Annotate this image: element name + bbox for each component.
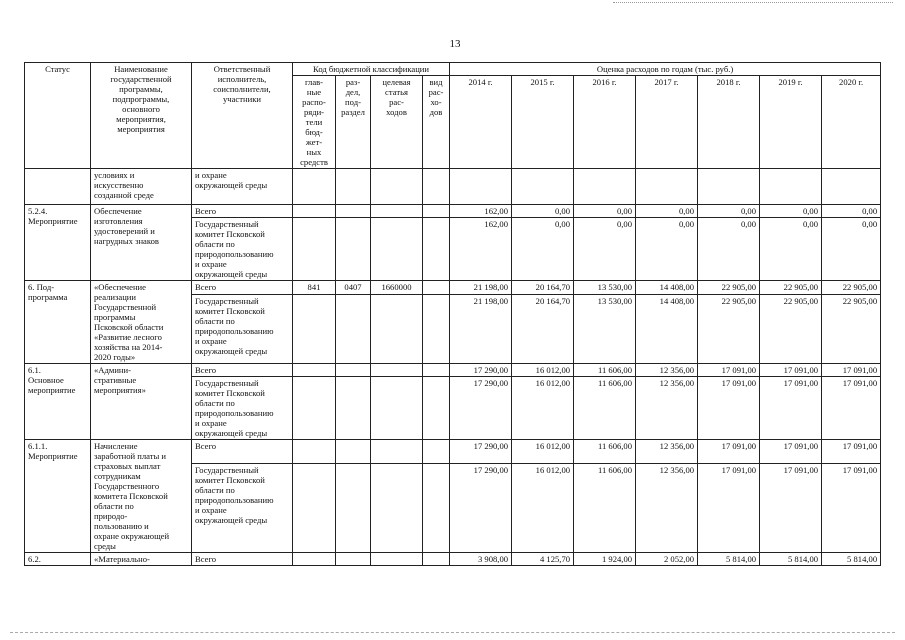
amount-cell: 17 091,00	[822, 440, 881, 464]
amount-cell: 17 290,00	[450, 464, 512, 553]
vr-cell	[423, 218, 450, 281]
status-cell: 6. Под- программа	[25, 281, 91, 364]
amount-cell: 17 091,00	[760, 464, 822, 553]
responsible-cell: Всего	[192, 553, 293, 566]
grbs-cell	[293, 218, 336, 281]
responsible-cell: Государственный комитет Псковской области по природопользованию и охране окружающей среды	[192, 464, 293, 553]
grbs-cell	[293, 440, 336, 464]
rzpr-cell	[336, 464, 371, 553]
amount-cell: 1 924,00	[574, 553, 636, 566]
amount-cell: 17 091,00	[698, 364, 760, 377]
header-year: 2017 г.	[636, 76, 698, 169]
amount-cell: 17 290,00	[450, 364, 512, 377]
grbs-cell	[293, 364, 336, 377]
header-csr: целевая статья рас- ходов	[371, 76, 423, 169]
status-cell: 6.1.1. Мероприятие	[25, 440, 91, 553]
amount-cell: 12 356,00	[636, 377, 698, 440]
amount-cell: 22 905,00	[760, 281, 822, 295]
continuation-row	[25, 169, 881, 205]
scan-artifact-top	[613, 2, 893, 4]
amount-cell: 17 091,00	[698, 440, 760, 464]
amount-cell: 17 091,00	[822, 377, 881, 440]
responsible-cell: Государственный комитет Псковской области по природопользованию и охране окружающей среды	[192, 377, 293, 440]
name-cell: Обеспечение изготовления удостоверений и нагрудных знаков	[91, 205, 192, 281]
header-status: Статус	[25, 63, 91, 169]
amount-cell: 21 198,00	[450, 281, 512, 295]
csr-cell	[371, 464, 423, 553]
table-header	[25, 63, 881, 169]
responsible-cell: Всего	[192, 440, 293, 464]
header-year: 2020 г.	[822, 76, 881, 169]
amount-cell: 0,00	[636, 218, 698, 281]
name-cell: Начисление заработной платы и страховых выплат сотрудникам Государственного комитета Псковской области по природо- пользованию и охране окружающей среды	[91, 440, 192, 553]
header-grbs: глав- ные распо- ряди- тели бюд- жет- ных средств	[293, 76, 336, 169]
page-number: 13	[449, 38, 461, 50]
header-year: 2016 г.	[574, 76, 636, 169]
amount-cell: 5 814,00	[760, 553, 822, 566]
grbs-cell: 841	[293, 281, 336, 295]
header-year: 2018 г.	[698, 76, 760, 169]
amount-cell: 14 408,00	[636, 294, 698, 363]
rzpr-cell	[336, 218, 371, 281]
grbs-cell	[293, 553, 336, 566]
vr-cell	[423, 440, 450, 464]
amount-cell: 11 606,00	[574, 364, 636, 377]
amount-cell: 5 814,00	[822, 553, 881, 566]
responsible-cell: Всего	[192, 281, 293, 295]
amount-cell: 20 164,70	[512, 294, 574, 363]
rzpr-cell	[336, 553, 371, 566]
amount-cell: 22 905,00	[822, 281, 881, 295]
responsible-cell: и охране окружающей среды	[192, 169, 293, 205]
scan-artifact-bottom	[10, 632, 895, 634]
header-year: 2019 г.	[760, 76, 822, 169]
csr-cell	[371, 218, 423, 281]
name-cell: «Обеспечение реализации Государственной программы Псковской области «Развитие лесного хозяйства на 2014- 2020 годы»	[91, 281, 192, 364]
amount-cell: 0,00	[760, 218, 822, 281]
amount-cell: 17 091,00	[760, 377, 822, 440]
amount-cell: 3 908,00	[450, 553, 512, 566]
csr-cell	[371, 364, 423, 377]
header-year: 2014 г.	[450, 76, 512, 169]
grbs-cell	[293, 294, 336, 363]
amount-cell: 0,00	[698, 205, 760, 218]
amount-cell: 0,00	[822, 218, 881, 281]
amount-cell: 20 164,70	[512, 281, 574, 295]
vr-cell	[423, 553, 450, 566]
amount-cell: 17 290,00	[450, 377, 512, 440]
amount-cell: 22 905,00	[698, 281, 760, 295]
rzpr-cell	[336, 294, 371, 363]
amount-cell: 22 905,00	[822, 294, 881, 363]
responsible-cell: Всего	[192, 205, 293, 218]
header-year: 2015 г.	[512, 76, 574, 169]
amount-cell: 0,00	[512, 205, 574, 218]
name-cell: условиях и искусственно созданной среде	[91, 169, 192, 205]
amount-cell: 12 356,00	[636, 364, 698, 377]
vr-cell	[423, 205, 450, 218]
amount-cell: 162,00	[450, 205, 512, 218]
csr-cell	[371, 440, 423, 464]
amount-cell: 22 905,00	[698, 294, 760, 363]
budget-table	[24, 62, 881, 566]
rzpr-cell	[336, 364, 371, 377]
amount-cell: 13 530,00	[574, 281, 636, 295]
table-row	[25, 440, 881, 464]
amount-cell: 0,00	[760, 205, 822, 218]
csr-cell	[371, 294, 423, 363]
amount-cell: 17 290,00	[450, 440, 512, 464]
name-cell: «Админи- стративные мероприятия»	[91, 364, 192, 440]
amount-cell: 22 905,00	[760, 294, 822, 363]
name-cell: «Материально-	[91, 553, 192, 566]
table-row	[25, 205, 881, 218]
header-responsible: Ответственный исполнитель, соисполнители, участники	[192, 63, 293, 169]
responsible-cell: Государственный комитет Псковской области по природопользованию и охране окружающей среды	[192, 294, 293, 363]
amount-cell: 0,00	[574, 205, 636, 218]
rzpr-cell	[336, 377, 371, 440]
table-row	[25, 364, 881, 377]
vr-cell	[423, 464, 450, 553]
amount-cell: 12 356,00	[636, 440, 698, 464]
amount-cell: 162,00	[450, 218, 512, 281]
responsible-cell: Государственный комитет Псковской области по природопользованию и охране окружающей среды	[192, 218, 293, 281]
csr-cell	[371, 377, 423, 440]
amount-cell: 17 091,00	[760, 364, 822, 377]
amount-cell: 17 091,00	[822, 364, 881, 377]
amount-cell: 16 012,00	[512, 440, 574, 464]
amount-cell: 11 606,00	[574, 377, 636, 440]
amount-cell: 2 052,00	[636, 553, 698, 566]
amount-cell: 0,00	[636, 205, 698, 218]
vr-cell	[423, 364, 450, 377]
amount-cell: 17 091,00	[698, 464, 760, 553]
amount-cell: 17 091,00	[760, 440, 822, 464]
amount-cell: 0,00	[822, 205, 881, 218]
csr-cell	[371, 205, 423, 218]
amount-cell: 0,00	[574, 218, 636, 281]
amount-cell: 5 814,00	[698, 553, 760, 566]
header-rzpr: раз- дел, под- раздел	[336, 76, 371, 169]
header-budget-code: Код бюджетной классификации	[293, 63, 450, 76]
amount-cell: 16 012,00	[512, 364, 574, 377]
amount-cell: 16 012,00	[512, 377, 574, 440]
vr-cell	[423, 377, 450, 440]
rzpr-cell	[336, 440, 371, 464]
amount-cell: 14 408,00	[636, 281, 698, 295]
responsible-cell: Всего	[192, 364, 293, 377]
amount-cell: 17 091,00	[822, 464, 881, 553]
grbs-cell	[293, 205, 336, 218]
header-vr: вид рас- хо- дов	[423, 76, 450, 169]
amount-cell: 4 125,70	[512, 553, 574, 566]
amount-cell: 12 356,00	[636, 464, 698, 553]
status-cell: 6.2.	[25, 553, 91, 566]
rzpr-cell	[336, 205, 371, 218]
status-cell: 5.2.4. Мероприятие	[25, 205, 91, 281]
csr-cell: 1660000	[371, 281, 423, 295]
amount-cell: 11 606,00	[574, 464, 636, 553]
vr-cell	[423, 281, 450, 295]
table-row	[25, 553, 881, 566]
status-cell: 6.1. Основное мероприятие	[25, 364, 91, 440]
header-name: Наименование государственной программы, подпрограммы, основного мероприятия, мероприятия	[91, 63, 192, 169]
amount-cell: 11 606,00	[574, 440, 636, 464]
grbs-cell	[293, 464, 336, 553]
amount-cell: 0,00	[698, 218, 760, 281]
vr-cell	[423, 294, 450, 363]
header-estimate: Оценка расходов по годам (тыс. руб.)	[450, 63, 881, 76]
csr-cell	[371, 553, 423, 566]
status-cell	[25, 169, 91, 205]
amount-cell: 16 012,00	[512, 464, 574, 553]
grbs-cell	[293, 377, 336, 440]
amount-cell: 21 198,00	[450, 294, 512, 363]
amount-cell: 0,00	[512, 218, 574, 281]
amount-cell: 17 091,00	[698, 377, 760, 440]
rzpr-cell: 0407	[336, 281, 371, 295]
amount-cell: 13 530,00	[574, 294, 636, 363]
table-body	[25, 169, 881, 566]
table-row	[25, 281, 881, 295]
